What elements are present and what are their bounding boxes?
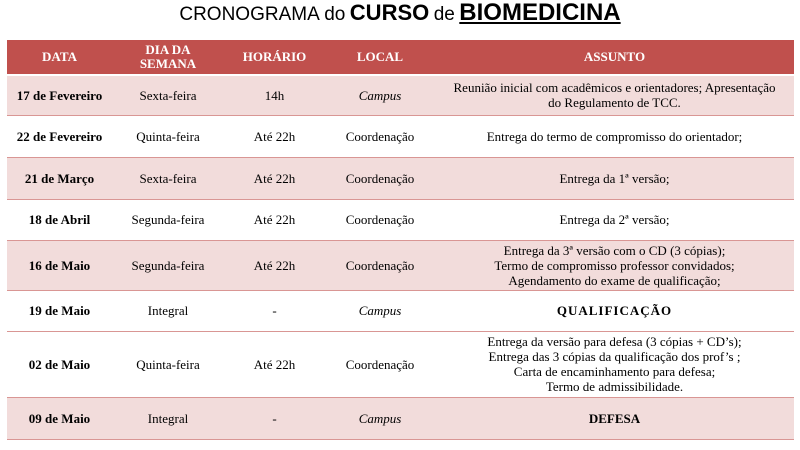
cell-weekday: Segunda-feira <box>112 240 224 290</box>
header-horario: HORÁRIO <box>224 40 325 75</box>
cell-date: 17 de Fevereiro <box>7 75 112 115</box>
table-header-row <box>7 40 794 75</box>
cell-assunto <box>435 397 794 439</box>
cell-weekday: Segunda-feira <box>112 199 224 240</box>
cell-time: Até 22h <box>224 199 325 240</box>
schedule-table <box>7 40 794 440</box>
cell-date: 02 de Maio <box>7 331 112 397</box>
cell-date: 22 de Fevereiro <box>7 115 112 157</box>
cell-assunto <box>435 157 794 199</box>
title-part-curso: CURSO <box>349 0 430 25</box>
cell-time: Até 22h <box>224 240 325 290</box>
cell-time: Até 22h <box>224 157 325 199</box>
cell-time: Até 22h <box>224 331 325 397</box>
table-row <box>7 240 794 290</box>
cell-date: 18 de Abril <box>7 199 112 240</box>
cell-time: - <box>224 397 325 439</box>
cell-date: 16 de Maio <box>7 240 112 290</box>
table-row <box>7 290 794 331</box>
cell-local: Campus <box>325 397 435 439</box>
cell-time: - <box>224 290 325 331</box>
cell-assunto <box>435 331 794 397</box>
cell-weekday: Integral <box>112 290 224 331</box>
table-row <box>7 199 794 240</box>
table-row <box>7 331 794 397</box>
table-row <box>7 157 794 199</box>
table-row <box>7 115 794 157</box>
cell-date: 09 de Maio <box>7 397 112 439</box>
cell-assunto <box>435 290 794 331</box>
assunto-line: Agendamento do exame de qualificação; <box>508 272 721 288</box>
assunto-line: do Regulamento de TCC. <box>548 95 681 111</box>
title-part-cronograma: CRONOGRAMA <box>179 4 320 25</box>
cell-local: Coordenação <box>325 157 435 199</box>
header-dia-line2: SEMANA <box>139 56 197 71</box>
header-data: DATA <box>7 40 112 75</box>
cell-date: 19 de Maio <box>7 290 112 331</box>
cell-local: Coordenação <box>325 240 435 290</box>
cell-local: Coordenação <box>325 331 435 397</box>
assunto-line: Entrega das 3 cópias da qualificação dos prof’s ; <box>488 349 741 364</box>
cell-weekday: Integral <box>112 397 224 439</box>
table-row <box>7 75 794 115</box>
cell-assunto <box>435 199 794 240</box>
title-part-de: de <box>433 4 455 25</box>
assunto-line: Termo de admissibilidade. <box>545 379 684 394</box>
assunto-line: Entrega da 2ª versão; <box>559 212 670 227</box>
assunto-line: DEFESA <box>588 410 641 426</box>
assunto-line: QUALIFICAÇÃO <box>556 303 673 318</box>
table-row <box>7 397 794 439</box>
cell-weekday: Quinta-feira <box>112 115 224 157</box>
cell-weekday: Sexta-feira <box>112 75 224 115</box>
assunto-line: Entrega da versão para defesa (3 cópias + CD’s); <box>487 334 742 349</box>
header-dia-line1: DIA DA <box>145 42 191 57</box>
cell-assunto <box>435 75 794 115</box>
assunto-line: Entrega do termo de compromisso do orientador; <box>486 128 743 144</box>
cell-local: Campus <box>325 75 435 115</box>
cell-local: Campus <box>325 290 435 331</box>
header-assunto: ASSUNTO <box>435 40 794 75</box>
assunto-line: Entrega da 3ª versão com o CD (3 cópias); <box>503 242 726 258</box>
title-part-biomedicina: BIOMEDICINA <box>459 0 621 26</box>
assunto-line: Entrega da 1ª versão; <box>559 170 670 186</box>
cell-time: 14h <box>224 75 325 115</box>
cell-time: Até 22h <box>224 115 325 157</box>
cell-date: 21 de Março <box>7 157 112 199</box>
cell-weekday: Sexta-feira <box>112 157 224 199</box>
assunto-line: Reunião inicial com acadêmicos e orientadores; Apresentação <box>453 80 776 96</box>
cell-assunto <box>435 240 794 290</box>
assunto-line: Termo de compromisso professor convidados; <box>494 257 735 273</box>
cell-assunto <box>435 115 794 157</box>
title-part-do: do <box>324 4 346 25</box>
header-dia-da-semana <box>112 40 224 75</box>
cell-weekday: Quinta-feira <box>112 331 224 397</box>
page-title <box>0 0 800 30</box>
cell-local: Coordenação <box>325 115 435 157</box>
header-local: LOCAL <box>325 40 435 75</box>
cell-local: Coordenação <box>325 199 435 240</box>
assunto-line: Carta de encaminhamento para defesa; <box>513 364 716 379</box>
